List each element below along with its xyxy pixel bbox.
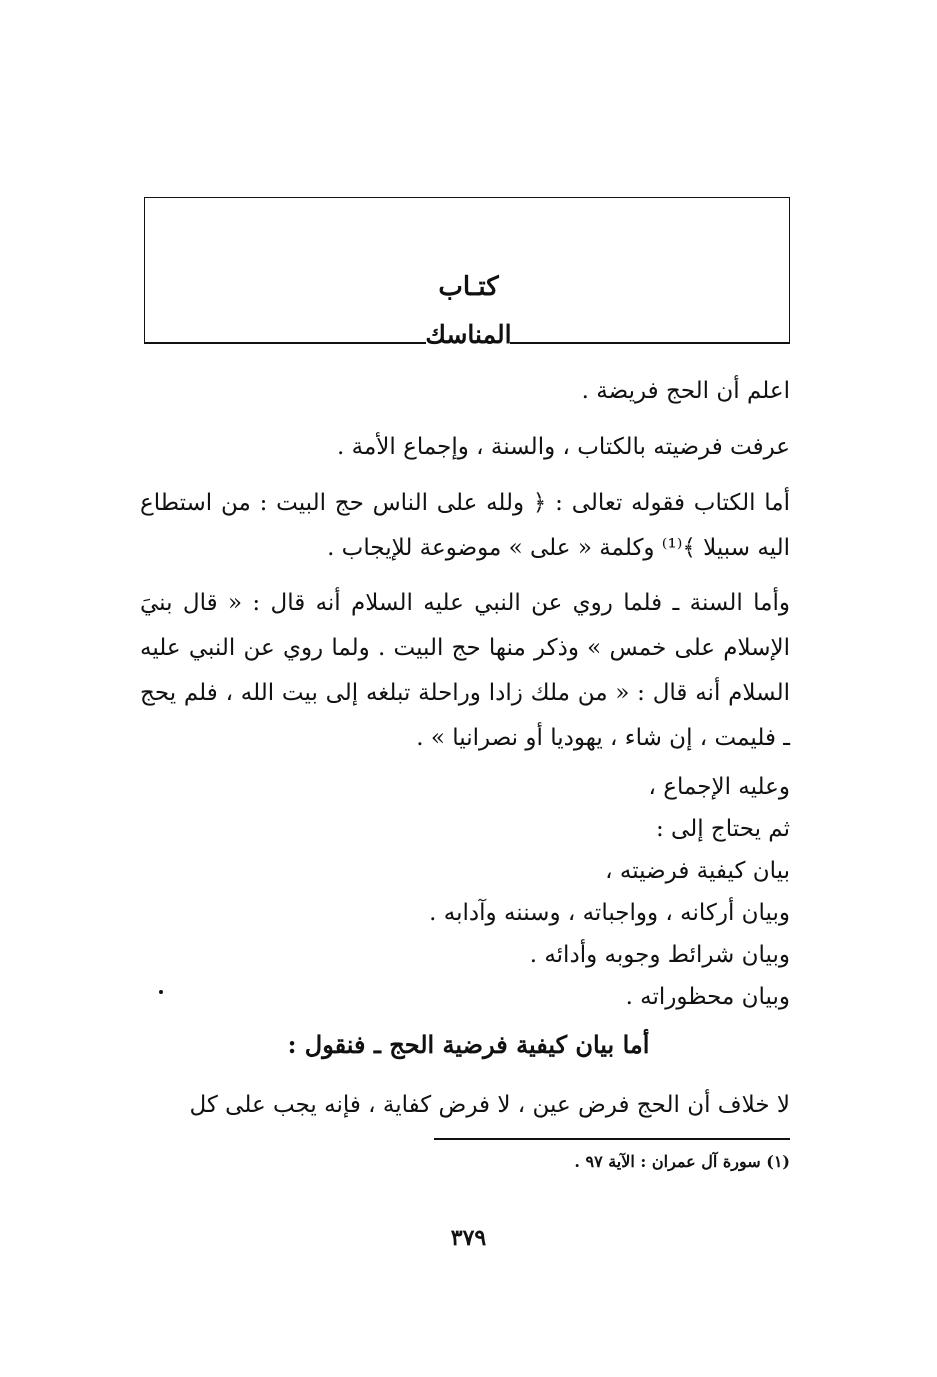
paragraph-kitab: أما الكتاب فقوله تعالى : ﴿ ولله على الناس حج البيت : من استطاع اليه سبيلا ﴾⁽¹⁾ وكلمة « على » موضوعة للإيجاب . <box>140 490 790 561</box>
footnote-rule <box>434 1138 790 1140</box>
list-item-1: بيان كيفية فرضيته ، <box>605 858 790 884</box>
paragraph-sunna: وأما السنة ـ فلما روي عن النبي عليه السلام أنه قال : « قال بنيَ الإسلام على خمس » وذكر منها حج البيت . ولما روي عن النبي عليه السلام أنه قال : « من ملك زادا وراحلة تبلغه إلى بيت الله ، فلم يحج ـ فليمت ، إن شاء ، يهوديا أو نصرانيا » . <box>140 590 790 751</box>
page-number: ٣٧٩ <box>450 1225 487 1251</box>
chapter-label: كتـاب <box>438 272 499 302</box>
footnote: (١) سورة آل عمران : الآية ٩٧ . <box>574 1152 790 1171</box>
stray-dot <box>159 990 163 994</box>
text-line-needs: ثم يحتاج إلى : <box>655 816 790 842</box>
text-line-2: عرفت فرضيته بالكتاب ، والسنة ، وإجماع الأمة . <box>337 434 790 460</box>
text-line-1: اعلم أن الحج فريضة . <box>581 378 790 404</box>
text-line-ijma: وعليه الإجماع ، <box>648 774 790 800</box>
list-item-2: وبيان أركانه ، وواجباته ، وسننه وآدابه . <box>429 900 790 926</box>
list-item-3: وبيان شرائط وجوبه وأدائه . <box>529 942 790 968</box>
chapter-title: المناسك <box>425 320 512 349</box>
text-line-last: لا خلاف أن الحج فرض عين ، لا فرض كفاية ، فإنه يجب على كل <box>189 1092 790 1118</box>
list-item-4: وبيان محظوراته . <box>625 984 790 1010</box>
section-heading: أما بيان كيفية فرضية الحج ـ فنقول : <box>287 1030 650 1059</box>
